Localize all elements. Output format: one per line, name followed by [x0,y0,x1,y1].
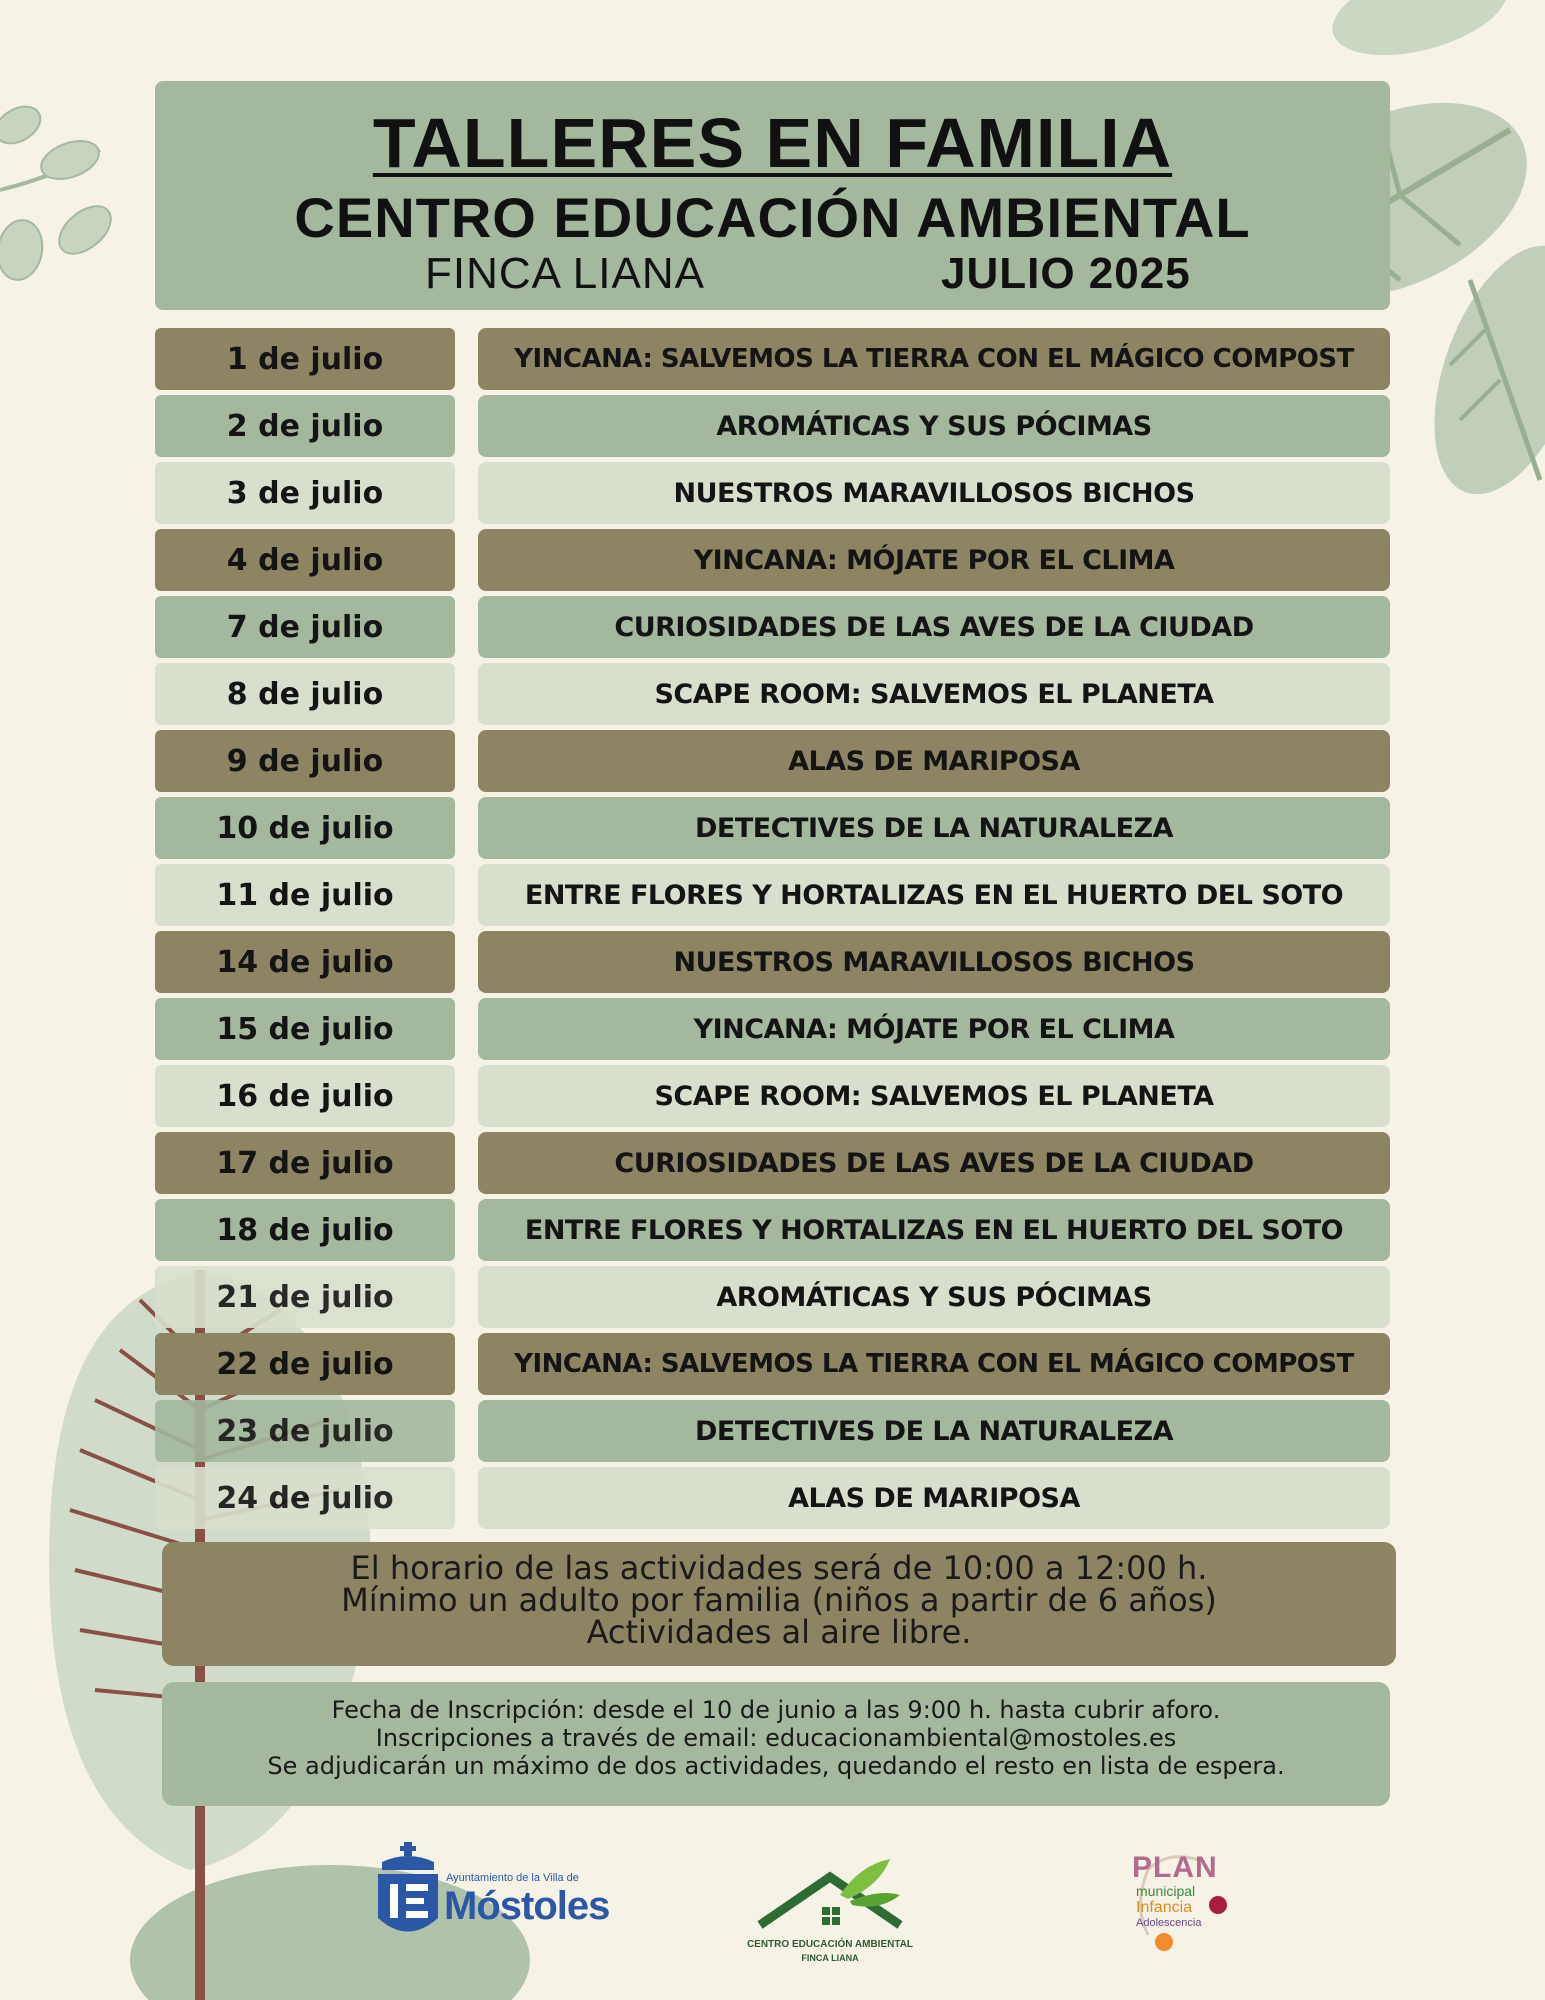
registration-info-box [162,1682,1390,1806]
date-cell: 16 de julio [155,1065,455,1127]
header-banner [155,81,1390,310]
schedule-row [0,462,1545,524]
schedule-row [0,998,1545,1060]
plan-infancia-logo [1128,1845,1238,1955]
date-cell: 24 de julio [155,1467,455,1529]
sprig-decoration-icon [0,99,120,283]
activity-cell: ALAS DE MARIPOSA [478,1467,1390,1529]
activity-cell: NUESTROS MARAVILLOSOS BICHOS [478,931,1390,993]
cea-line1: CENTRO EDUCACIÓN AMBIENTAL [746,1939,914,1950]
registration-line: Fecha de Inscripción: desde el 10 de junio a las 9:00 h. hasta cubrir aforo. [331,1696,1221,1724]
schedule-row [0,864,1545,926]
mostoles-small-text: Ayuntamiento de la Villa de [446,1872,579,1884]
month-label: JULIO 2025 [941,249,1191,298]
cea-line2: FINCA LIANA [801,1953,859,1963]
activity-cell: YINCANA: MÓJATE POR EL CLIMA [478,529,1390,591]
date-cell: 22 de julio [155,1333,455,1395]
activity-cell: SCAPE ROOM: SALVEMOS EL PLANETA [478,663,1390,725]
date-cell: 15 de julio [155,998,455,1060]
schedule-row [0,1266,1545,1328]
date-cell: 18 de julio [155,1199,455,1261]
date-cell: 4 de julio [155,529,455,591]
schedule-row [0,395,1545,457]
schedule-row [0,663,1545,725]
date-cell: 10 de julio [155,797,455,859]
schedule-row [0,1132,1545,1194]
schedule-row [0,529,1545,591]
schedule-row [0,1400,1545,1462]
plan-line2: municipal [1136,1883,1196,1899]
date-cell: 11 de julio [155,864,455,926]
date-cell: 14 de julio [155,931,455,993]
page-subtitle: CENTRO EDUCACIÓN AMBIENTAL [294,186,1251,249]
cea-logo [740,1855,920,1975]
date-cell: 9 de julio [155,730,455,792]
schedule-info-box [162,1542,1396,1666]
mostoles-logo [368,1840,608,1950]
schedule-row [0,931,1545,993]
date-cell: 7 de julio [155,596,455,658]
page-title: TALLERES EN FAMILIA [372,104,1173,182]
schedule-row [0,1199,1545,1261]
registration-line: Inscripciones a través de email: educacionambiental@mostoles.es [375,1724,1177,1752]
info-line: Actividades al aire libre. [586,1613,972,1651]
schedule-row [0,797,1545,859]
plan-word: PLAN [1132,1851,1218,1884]
activity-cell: CURIOSIDADES DE LAS AVES DE LA CIUDAD [478,1132,1390,1194]
activity-cell: AROMÁTICAS Y SUS PÓCIMAS [478,395,1390,457]
activity-cell: ENTRE FLORES Y HORTALIZAS EN EL HUERTO DEL SOTO [478,1199,1390,1261]
mostoles-name: Móstoles [444,1884,610,1928]
info-line: Mínimo un adulto por familia (niños a partir de 6 años) [341,1581,1217,1619]
schedule-row [0,1065,1545,1127]
activity-cell: YINCANA: MÓJATE POR EL CLIMA [478,998,1390,1060]
schedule-row [0,596,1545,658]
schedule-row [0,730,1545,792]
activity-cell: DETECTIVES DE LA NATURALEZA [478,797,1390,859]
schedule-row [0,1467,1545,1529]
activity-cell: ALAS DE MARIPOSA [478,730,1390,792]
date-cell: 2 de julio [155,395,455,457]
date-cell: 17 de julio [155,1132,455,1194]
activity-cell: ENTRE FLORES Y HORTALIZAS EN EL HUERTO DEL SOTO [478,864,1390,926]
activity-cell: DETECTIVES DE LA NATURALEZA [478,1400,1390,1462]
activity-cell: CURIOSIDADES DE LAS AVES DE LA CIUDAD [478,596,1390,658]
activity-cell: AROMÁTICAS Y SUS PÓCIMAS [478,1266,1390,1328]
plan-line4: Adolescencia [1136,1917,1202,1929]
date-cell: 8 de julio [155,663,455,725]
schedule-row [0,328,1545,390]
date-cell: 3 de julio [155,462,455,524]
plan-line3: Infancia [1136,1899,1193,1916]
activity-cell: SCAPE ROOM: SALVEMOS EL PLANETA [478,1065,1390,1127]
date-cell: 1 de julio [155,328,455,390]
house-leaf-icon [740,1855,920,1939]
schedule-row [0,1333,1545,1395]
place-label: FINCA LIANA [425,249,705,298]
activity-cell: YINCANA: SALVEMOS LA TIERRA CON EL MÁGICO COMPOST [478,328,1390,390]
date-cell: 21 de julio [155,1266,455,1328]
coat-of-arms-icon [368,1840,448,1950]
activity-cell: YINCANA: SALVEMOS LA TIERRA CON EL MÁGICO COMPOST [478,1333,1390,1395]
info-line: El horario de las actividades será de 10:00 a 12:00 h. [350,1549,1208,1587]
activity-cell: NUESTROS MARAVILLOSOS BICHOS [478,462,1390,524]
registration-line: Se adjudicarán un máximo de dos actividades, quedando el resto en lista de espera. [267,1752,1285,1780]
date-cell: 23 de julio [155,1400,455,1462]
